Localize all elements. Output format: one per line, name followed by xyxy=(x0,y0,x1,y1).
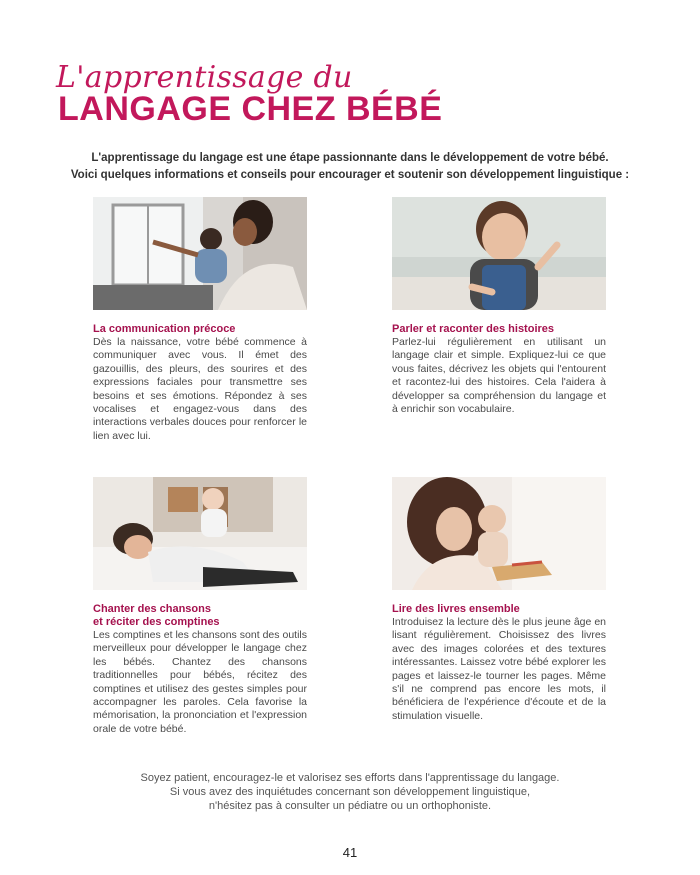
footer-note xyxy=(60,771,640,813)
section-talk-stories xyxy=(392,197,606,416)
section-text: Introduisez la lecture dès le plus jeune âge en lisant régulièrement. Choisissez des livres avec des images colorées et des textures intéressantes. Laissez votre bébé explorer les pages et laissez-le tourner les pages. Même s'il ne comprend pas encore les mots, il bénéficiera de l'expérience d'écoute et de la stimulation visuelle. xyxy=(392,616,606,722)
section-songs-rhymes xyxy=(93,477,307,736)
section-title-line-2: et réciter des comptines xyxy=(93,616,220,628)
section-title: Lire des livres ensemble xyxy=(392,603,520,615)
page-title: LANGAGE CHEZ BÉBÉ xyxy=(58,90,443,128)
section-early-communication xyxy=(93,197,307,443)
toddler-pointing-photo xyxy=(392,197,606,310)
section-title xyxy=(93,603,307,629)
mother-baby-bed-photo xyxy=(93,477,307,590)
section-text: Parlez-lui régulièrement en utilisant un langage clair et simple. Expliquez-lui ce que vous faites, décrivez les objets qui l'entourent et racontez-lui des histoires. Cela l'aidera à développer sa compréhension du langage et à enrichir son vocabulaire. xyxy=(392,336,606,416)
section-text: Les comptines et les chansons sont des outils merveilleux pour développer le langage chez les bébés. Chantez des chansons traditionnelles pour bébés, récitez des comptines et utilisez des gestes simples pour accompagner les paroles. Cela favorise la mémorisation, la prononciation et l'expression orale de votre bébé. xyxy=(93,629,307,735)
footer-line-2: Si vous avez des inquiétudes concernant son développement linguistique, xyxy=(169,786,531,798)
footer-line-3: n'hésitez pas à consulter un pédiatre ou un orthophoniste. xyxy=(208,800,492,812)
intro-paragraph xyxy=(40,150,660,184)
mother-baby-reading-photo xyxy=(392,477,606,590)
footer-line-1: Soyez patient, encouragez-le et valorisez ses efforts dans l'apprentissage du langage. xyxy=(140,772,560,784)
intro-line-1: L'apprentissage du langage est une étape passionnante dans le développement de votre bébé. xyxy=(91,152,609,164)
section-title: La communication précoce xyxy=(93,323,236,335)
section-title: Parler et raconter des histoires xyxy=(392,323,555,335)
intro-line-2: Voici quelques informations et conseils pour encourager et soutenir son développement linguistique : xyxy=(70,169,630,181)
section-title-line-1: Chanter des chansons xyxy=(93,603,211,615)
section-read-books xyxy=(392,477,606,723)
mother-baby-window-photo xyxy=(93,197,307,310)
script-title: L'apprentissage du xyxy=(56,60,353,95)
section-text: Dès la naissance, votre bébé commence à communiquer avec vous. Il émet des gazouillis, des pleurs, des sourires et des expressions faciales pour transmettre ses besoins et ses émotions. Répondez à ses vocalises et engagez-vous dans des interactions verbales douces pour renforcer le lien avec lui. xyxy=(93,336,307,442)
page-number: 41 xyxy=(342,845,358,860)
